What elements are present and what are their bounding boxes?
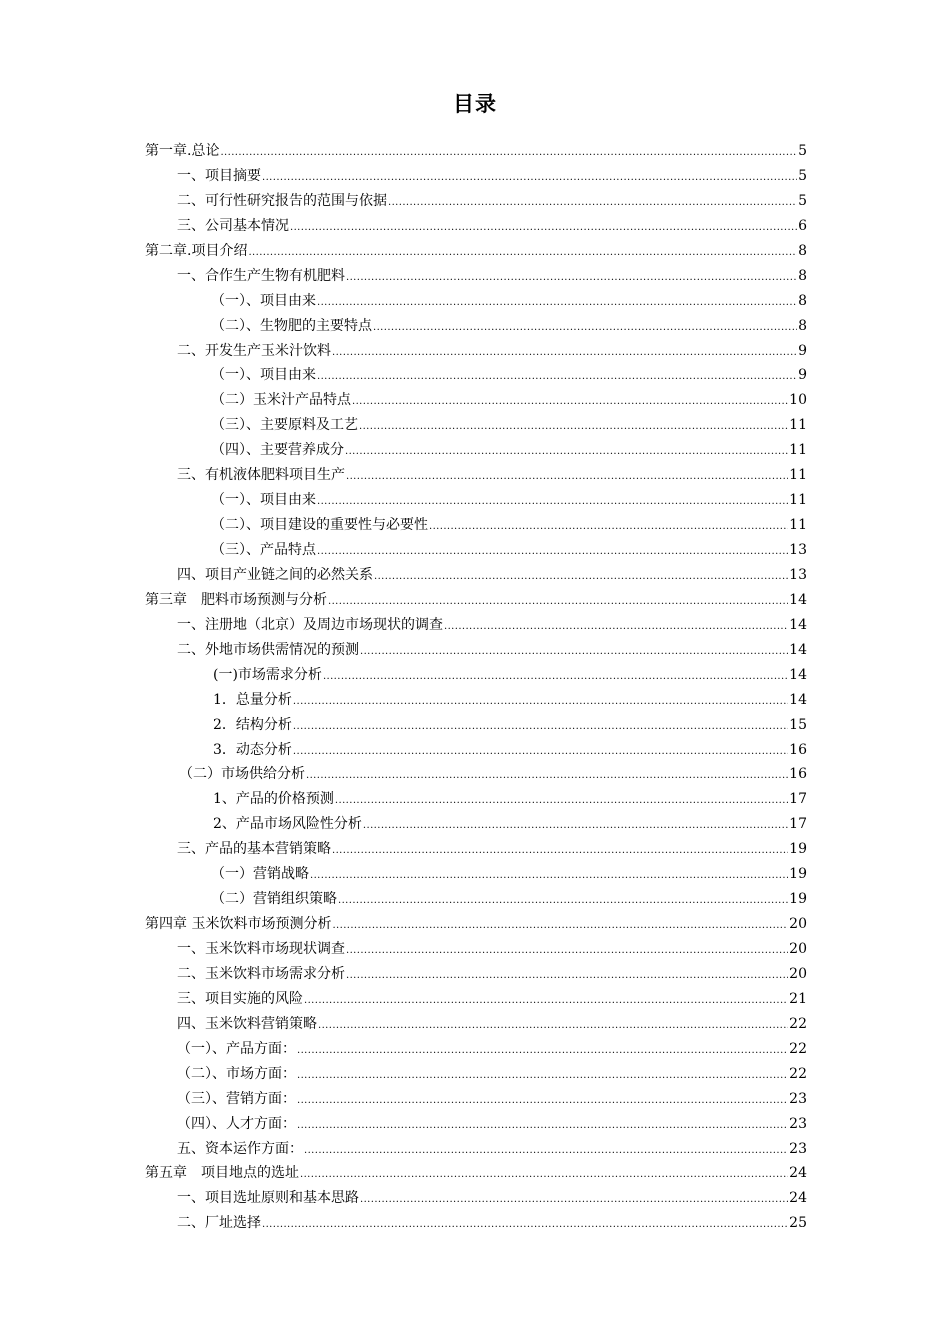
toc-entry[interactable] [145,713,807,738]
toc-entry[interactable] [145,488,807,513]
toc-entry[interactable] [145,388,807,413]
toc-page-number: 16 [789,766,807,783]
toc-page-number: 20 [789,965,807,982]
toc-page-number: 23 [789,1115,807,1132]
toc-entry-title: 二、开发生产玉米汁饮料 [177,342,331,359]
toc-entry-title: 第二章.项目介绍 [145,242,248,259]
toc-entry[interactable] [145,239,807,264]
toc-entry[interactable] [145,189,807,214]
toc-entry-title: （四）、人才方面： [177,1115,296,1132]
toc-page-number: 11 [789,492,807,509]
toc-entry-title: 四、玉米饮料营销策略 [177,1015,317,1032]
toc-entry[interactable] [145,1087,807,1112]
toc-entry-title: 一、项目摘要 [177,167,261,184]
toc-page-number: 9 [798,342,807,359]
toc-entry[interactable] [145,862,807,887]
toc-entry-title: 第四章 玉米饮料市场预测分析 [145,916,332,933]
toc-page-number: 5 [798,167,807,184]
toc-entry[interactable] [145,762,807,787]
toc-list [145,139,807,1236]
toc-entry[interactable] [145,638,807,663]
toc-entry-title: 四、项目产业链之间的必然关系 [177,566,373,583]
toc-dot-leader [429,515,788,540]
toc-entry[interactable] [145,937,807,962]
toc-dot-leader [328,590,788,615]
toc-dot-leader [317,365,797,390]
toc-entry[interactable] [145,413,807,438]
toc-entry[interactable] [145,264,807,289]
toc-entry-title: （一）营销战略 [211,866,309,883]
toc-page-number: 6 [798,217,807,234]
toc-dot-leader [293,740,788,765]
toc-dot-leader [293,715,788,740]
toc-dot-leader [388,191,797,216]
toc-entry[interactable] [145,1037,807,1062]
toc-page-number: 25 [789,1215,807,1232]
toc-page-number: 9 [798,367,807,384]
toc-dot-leader [338,889,788,914]
toc-dot-leader [262,1213,788,1238]
toc-entry-title: （四）、主要营养成分 [211,442,344,459]
toc-page-number: 17 [789,816,807,833]
toc-page-number: 24 [789,1165,807,1182]
toc-dot-leader [360,1188,788,1213]
toc-entry-title: 3．动态分析 [213,741,292,758]
toc-dot-leader [220,141,797,166]
toc-entry[interactable] [145,1161,807,1186]
toc-dot-leader [317,291,797,316]
toc-page-number: 8 [798,267,807,284]
toc-dot-leader [345,440,788,465]
toc-dot-leader [297,1039,788,1064]
toc-entry[interactable] [145,588,807,613]
toc-dot-leader [444,615,788,640]
toc-page-number: 14 [789,691,807,708]
toc-dot-leader [346,465,788,490]
toc-page-number: 23 [789,1090,807,1107]
toc-entry-title: （一）、项目由来 [211,492,316,509]
toc-entry-title: 1、产品的价格预测 [213,791,334,808]
toc-entry-title: 一、玉米饮料市场现状调查 [177,941,345,957]
toc-entry-title: 1．总量分析 [213,691,292,708]
toc-page-number: 17 [789,791,807,808]
toc-entry[interactable] [145,887,807,912]
toc-page-number: 19 [789,891,807,908]
toc-dot-leader [352,390,788,415]
toc-dot-leader [335,789,788,814]
toc-dot-leader [346,266,797,291]
toc-page-number: 14 [789,641,807,658]
toc-entry-title: 一、项目选址原则和基本思路 [177,1190,359,1207]
toc-page-number: 22 [789,1040,807,1057]
toc-entry[interactable] [145,1186,807,1211]
toc-entry[interactable] [145,289,807,314]
toc-dot-leader [360,640,788,665]
toc-entry-title: （一）、产品方面： [177,1040,296,1057]
toc-page-number: 19 [789,841,807,858]
toc-dot-leader [300,1163,788,1188]
toc-entry[interactable] [145,613,807,638]
toc-page-number: 22 [789,1065,807,1082]
toc-dot-leader [318,1014,788,1039]
toc-entry-title: 五、资本运作方面： [177,1140,303,1157]
toc-page-number: 14 [789,666,807,683]
toc-dot-leader [346,964,788,989]
toc-dot-leader [297,1114,788,1139]
toc-entry[interactable] [145,314,807,339]
toc-dot-leader [346,939,788,964]
toc-page-number: 8 [798,317,807,334]
toc-entry-title: 二、玉米饮料市场需求分析 [177,965,345,982]
toc-dot-leader [290,216,797,241]
toc-entry-title: 二、可行性研究报告的范围与依据 [177,192,387,209]
toc-page-number: 23 [789,1140,807,1157]
toc-entry[interactable] [145,438,807,463]
toc-entry-title: （二）市场供给分析 [179,766,305,783]
toc-page-number: 8 [798,292,807,309]
toc-entry-title: （三）、主要原料及工艺 [211,417,358,434]
toc-page-number: 21 [789,990,807,1007]
toc-entry[interactable] [145,987,807,1012]
toc-title: 目录 [453,92,497,116]
toc-entry[interactable] [145,363,807,388]
toc-dot-leader [293,690,788,715]
toc-page-number: 10 [789,392,807,409]
toc-page-number: 11 [789,417,807,434]
toc-page-number: 14 [789,616,807,633]
toc-page-number: 11 [789,517,807,534]
toc-dot-leader [248,241,797,266]
toc-entry[interactable] [145,1012,807,1037]
toc-entry[interactable] [145,962,807,987]
toc-page-number: 5 [798,143,807,159]
toc-entry-title: 二、厂址选择 [177,1215,261,1232]
toc-entry[interactable] [145,738,807,763]
toc-dot-leader [304,1139,788,1164]
toc-entry[interactable] [145,164,807,189]
toc-dot-leader [304,989,788,1014]
toc-entry-title: （三）、营销方面： [177,1090,296,1107]
toc-entry[interactable] [145,563,807,588]
toc-dot-leader [332,914,788,939]
toc-entry-title: 第一章.总论 [145,143,220,159]
toc-entry[interactable] [145,1112,807,1137]
toc-page-number: 14 [789,591,807,608]
toc-page-number: 24 [789,1190,807,1207]
toc-page-number: 20 [789,941,807,957]
toc-page-number: 5 [798,192,807,209]
toc-entry-title: （一）、项目由来 [211,367,316,384]
toc-page-number: 20 [789,916,807,933]
toc-page-number: 13 [789,566,807,583]
toc-entry[interactable] [145,139,807,164]
toc-entry-title: 2、产品市场风险性分析 [213,816,362,833]
toc-entry-title: （二）、项目建设的重要性与必要性 [211,517,428,534]
toc-entry-title: 二、外地市场供需情况的预测 [177,641,359,658]
toc-dot-leader [262,166,797,191]
toc-entry[interactable] [145,837,807,862]
toc-entry-title: 一、注册地（北京）及周边市场现状的调查 [177,616,443,633]
toc-entry-title: （二）营销组织策略 [211,891,337,908]
toc-dot-leader [332,839,788,864]
toc-page-number: 8 [798,242,807,259]
toc-dot-leader [306,764,788,789]
toc-entry-title: (一)市场需求分析 [213,666,322,683]
toc-entry[interactable] [145,912,807,937]
toc-page-number: 11 [789,442,807,459]
toc-entry[interactable] [145,513,807,538]
toc-page-number: 22 [789,1015,807,1032]
toc-dot-leader [363,814,788,839]
toc-entry[interactable] [145,663,807,688]
toc-dot-leader [297,1089,788,1114]
toc-entry-title: 2．结构分析 [213,716,292,733]
toc-entry-title: （二）玉米汁产品特点 [211,392,351,409]
toc-entry[interactable] [145,787,807,812]
toc-entry-title: 三、有机液体肥料项目生产 [177,467,345,484]
toc-entry[interactable] [145,812,807,837]
toc-entry[interactable] [145,463,807,488]
toc-dot-leader [297,1064,788,1089]
toc-dot-leader [317,540,788,565]
toc-page-number: 13 [789,542,807,558]
toc-entry-title: 三、项目实施的风险 [177,990,303,1007]
toc-dot-leader [374,565,788,590]
toc-entry-title: （二）、生物肥的主要特点 [211,317,372,334]
toc-page-number: 16 [789,741,807,758]
toc-entry-title: 三、产品的基本营销策略 [177,841,331,858]
toc-dot-leader [332,341,797,366]
toc-page-number: 11 [789,467,807,484]
toc-page-number: 15 [789,716,807,733]
toc-dot-leader [373,316,797,341]
toc-entry-title: 三、公司基本情况 [177,217,289,234]
toc-dot-leader [359,415,788,440]
toc-dot-leader [310,864,788,889]
toc-dot-leader [317,490,788,515]
toc-page-number: 19 [789,866,807,883]
toc-entry[interactable] [145,339,807,364]
toc-entry-title: （三）、产品特点 [211,542,316,558]
toc-entry[interactable] [145,1062,807,1087]
toc-entry-title: 第五章 项目地点的选址 [145,1165,299,1182]
toc-entry[interactable] [145,538,807,563]
toc-entry[interactable] [145,214,807,239]
toc-entry[interactable] [145,1137,807,1162]
toc-entry[interactable] [145,1211,807,1236]
toc-entry-title: （一）、项目由来 [211,292,316,309]
toc-dot-leader [323,665,788,690]
toc-entry-title: 第三章 肥料市场预测与分析 [145,591,327,608]
toc-entry[interactable] [145,688,807,713]
toc-entry-title: （二）、市场方面： [177,1065,296,1082]
toc-entry-title: 一、合作生产生物有机肥料 [177,267,345,284]
